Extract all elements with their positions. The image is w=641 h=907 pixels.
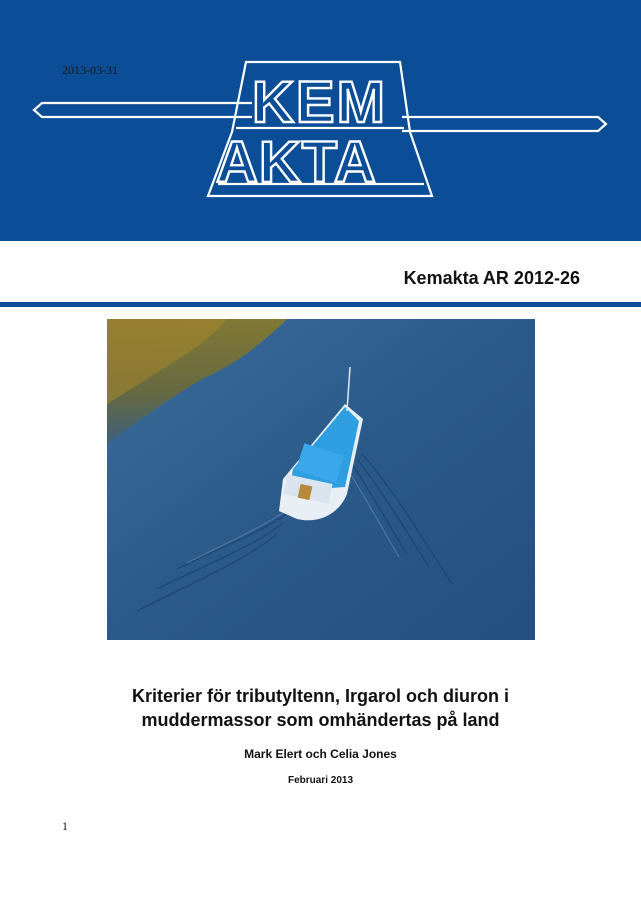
title-line-1: Kriterier för tributyltenn, Irgarol och diuron i <box>131 686 510 706</box>
authors: Mark Elert och Celia Jones <box>244 747 397 761</box>
title-line-2: muddermassor som omhändertas på land <box>141 710 500 730</box>
logo-text-akta: AKTA <box>216 130 377 195</box>
page-number: 1 <box>62 819 68 833</box>
document-date: 2013-03-31 <box>62 63 118 77</box>
logo-text-kem: KEM <box>252 70 387 135</box>
cover-photo <box>107 319 535 640</box>
header-rule <box>0 302 641 307</box>
report-id: Kemakta AR 2012-26 <box>403 268 580 288</box>
logo-right-bar <box>402 117 606 131</box>
logo-left-bar <box>34 103 252 117</box>
document-title <box>40 684 601 732</box>
kemakta-logo <box>0 0 641 241</box>
publication-date: Februari 2013 <box>287 775 354 786</box>
